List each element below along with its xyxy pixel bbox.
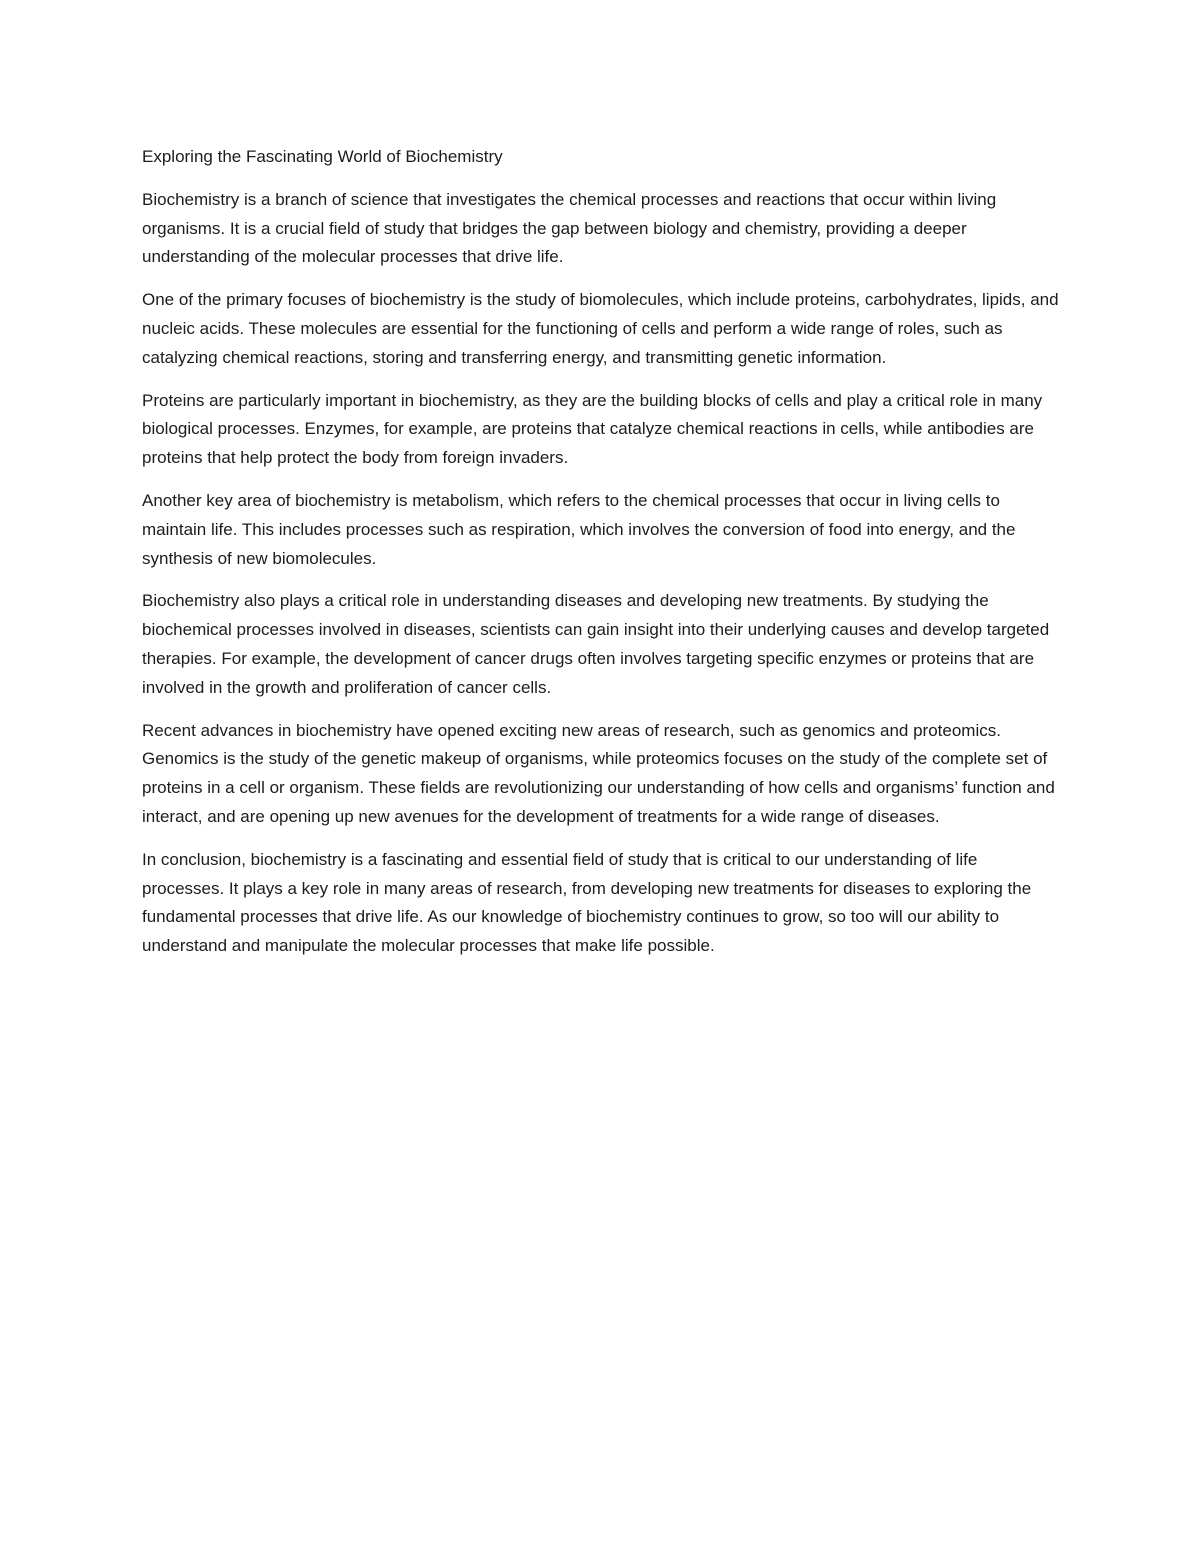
paragraph-4: Another key area of biochemistry is metabolism, which refers to the chemical processes that occur in living cells to maintain life. This includes processes such as respiration, which involves the conversion of food into energy, and the synthesis of new biomolecules. xyxy=(142,490,1016,568)
paragraph-5: Biochemistry also plays a critical role in understanding diseases and developing new treatments. By studying the biochemical processes involved in diseases, scientists can gain insight into their underlying causes and develop targeted therapies. For example, the development of cancer drugs often involves targeting specific enzymes or proteins that are involved in the growth and proliferation of cancer cells. xyxy=(142,591,1050,697)
paragraph-6: Recent advances in biochemistry have opened exciting new areas of research, such as genomics and proteomics. Genomics is the study of the genetic makeup of organisms, while proteomics focuses on the study of the complete set of proteins in a cell or organism. These fields are revolutionizing our understanding of how cells and organisms’ function and interact, and are opening up new avenues for the development of treatments for a wide range of diseases. xyxy=(142,720,1055,826)
paragraph-3: Proteins are particularly important in biochemistry, as they are the building blocks of cells and play a critical role in many biological processes. Enzymes, for example, are proteins that catalyze chemical reactions in cells, while antibodies are proteins that help protect the body from foreign invaders. xyxy=(142,390,1043,468)
paragraph-2: One of the primary focuses of biochemistry is the study of biomolecules, which include proteins, carbohydrates, lipids, and nucleic acids. These molecules are essential for the functioning of cells and perform a wide range of roles, such as catalyzing chemical reactions, storing and transferring energy, and transmitting genetic information. xyxy=(142,290,1059,367)
document-body xyxy=(142,143,1062,975)
document-title: Exploring the Fascinating World of Biochemistry xyxy=(142,147,503,166)
paragraph-1: Biochemistry is a branch of science that investigates the chemical processes and reactions that occur within living organisms. It is a crucial field of study that bridges the gap between biology and chemistry, providing a deeper understanding of the molecular processes that drive life. xyxy=(142,189,997,267)
paragraph-7: In conclusion, biochemistry is a fascinating and essential field of study that is critical to our understanding of life processes. It plays a key role in many areas of research, from developing new treatments for diseases to exploring the fundamental processes that drive life. As our knowledge of biochemistry continues to grow, so too will our ability to understand and manipulate the molecular processes that make life possible. xyxy=(142,849,1032,956)
